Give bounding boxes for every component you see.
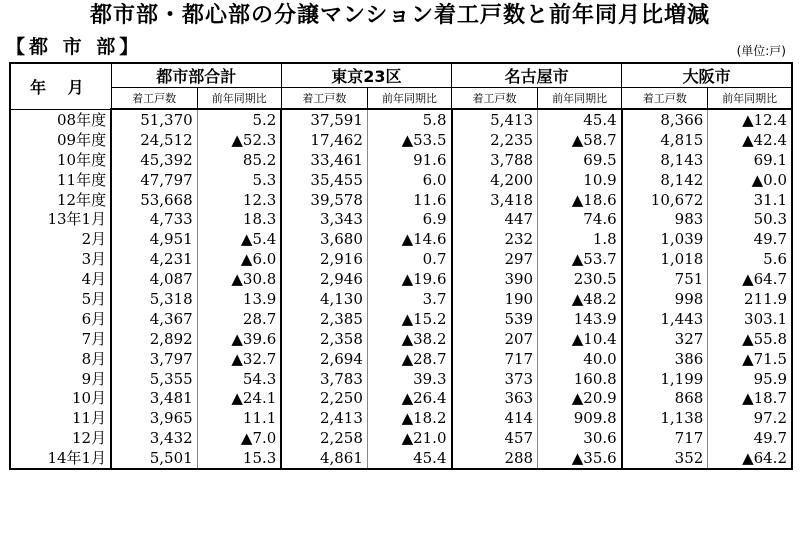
starts-cell: 35,455 [281, 170, 367, 190]
starts-cell: 10,672 [622, 190, 708, 210]
yoy-change-cell: 13.9 [197, 289, 281, 309]
starts-cell: 3,418 [452, 190, 538, 210]
table-row [10, 329, 792, 349]
starts-cell: 386 [622, 349, 708, 369]
sub-header-starts: 着工戸数 [281, 88, 367, 110]
yoy-change-cell: ▲21.0 [367, 428, 451, 448]
period-cell: 6月 [10, 309, 111, 329]
starts-cell: 352 [622, 448, 708, 469]
starts-cell: 37,591 [281, 109, 367, 130]
yoy-change-cell: 49.7 [708, 229, 792, 249]
yoy-change-cell: 15.3 [197, 448, 281, 469]
starts-cell: 53,668 [111, 190, 197, 210]
starts-cell: 2,892 [111, 329, 197, 349]
starts-cell: 207 [452, 329, 538, 349]
yoy-change-cell: 97.2 [708, 408, 792, 428]
starts-cell: 4,200 [452, 170, 538, 190]
starts-cell: 45,392 [111, 150, 197, 170]
yoy-change-cell: ▲18.7 [708, 388, 792, 408]
period-cell: 10月 [10, 388, 111, 408]
starts-cell: 717 [452, 349, 538, 369]
starts-cell: 2,385 [281, 309, 367, 329]
period-cell: 9月 [10, 369, 111, 389]
starts-cell: 8,366 [622, 109, 708, 130]
starts-cell: 1,443 [622, 309, 708, 329]
yoy-change-cell: 95.9 [708, 369, 792, 389]
section-label: 【都 市 部】 [6, 36, 143, 58]
starts-cell: 39,578 [281, 190, 367, 210]
yoy-change-cell: 5.2 [197, 109, 281, 130]
yoy-change-cell: 160.8 [538, 369, 622, 389]
sub-header-starts: 着工戸数 [111, 88, 197, 110]
starts-cell: 983 [622, 209, 708, 229]
yoy-change-cell: ▲35.6 [538, 448, 622, 469]
starts-cell: 3,797 [111, 349, 197, 369]
yoy-change-cell: 6.9 [367, 209, 451, 229]
starts-cell: 4,087 [111, 269, 197, 289]
starts-cell: 8,142 [622, 170, 708, 190]
yoy-change-cell: ▲6.0 [197, 249, 281, 269]
starts-cell: 5,318 [111, 289, 197, 309]
starts-cell: 2,916 [281, 249, 367, 269]
sub-header-starts: 着工戸数 [452, 88, 538, 110]
starts-cell: 4,733 [111, 209, 197, 229]
starts-cell: 4,367 [111, 309, 197, 329]
yoy-change-cell: 211.9 [708, 289, 792, 309]
yoy-change-cell: ▲52.3 [197, 130, 281, 150]
yoy-change-cell: 39.3 [367, 369, 451, 389]
period-cell: 08年度 [10, 109, 111, 130]
yoy-change-cell: ▲64.7 [708, 269, 792, 289]
starts-cell: 297 [452, 249, 538, 269]
sub-header-yoy: 前年同期比 [708, 88, 792, 110]
starts-cell: 17,462 [281, 130, 367, 150]
period-cell: 5月 [10, 289, 111, 309]
page-title: 都市部・都心部の分譲マンション着工戸数と前年同月比増減 [89, 3, 710, 28]
yoy-change-cell: ▲18.2 [367, 408, 451, 428]
starts-cell: 5,501 [111, 448, 197, 469]
yoy-change-cell: 12.3 [197, 190, 281, 210]
yoy-change-cell: 40.0 [538, 349, 622, 369]
housing-starts-table [9, 62, 793, 470]
starts-cell: 3,481 [111, 388, 197, 408]
starts-cell: 1,018 [622, 249, 708, 269]
yoy-change-cell: 5.8 [367, 109, 451, 130]
starts-cell: 5,355 [111, 369, 197, 389]
table-body [10, 109, 792, 469]
starts-cell: 363 [452, 388, 538, 408]
starts-cell: 1,138 [622, 408, 708, 428]
period-cell: 12年度 [10, 190, 111, 210]
starts-cell: 288 [452, 448, 538, 469]
yoy-change-cell: ▲5.4 [197, 229, 281, 249]
yoy-change-cell: 54.3 [197, 369, 281, 389]
yoy-change-cell: ▲48.2 [538, 289, 622, 309]
unit-label: (単位:戸) [736, 44, 786, 58]
starts-cell: 51,370 [111, 109, 197, 130]
starts-cell: 868 [622, 388, 708, 408]
starts-cell: 2,250 [281, 388, 367, 408]
starts-cell: 8,143 [622, 150, 708, 170]
yoy-change-cell: 303.1 [708, 309, 792, 329]
yoy-change-cell: ▲26.4 [367, 388, 451, 408]
starts-cell: 2,694 [281, 349, 367, 369]
table-row [10, 150, 792, 170]
starts-cell: 24,512 [111, 130, 197, 150]
yoy-change-cell: 0.7 [367, 249, 451, 269]
starts-cell: 33,461 [281, 150, 367, 170]
starts-cell: 2,258 [281, 428, 367, 448]
starts-cell: 4,861 [281, 448, 367, 469]
starts-cell: 232 [452, 229, 538, 249]
table-row [10, 209, 792, 229]
sub-header-yoy: 前年同期比 [367, 88, 451, 110]
yoy-change-cell: 5.6 [708, 249, 792, 269]
period-cell: 11月 [10, 408, 111, 428]
starts-cell: 4,130 [281, 289, 367, 309]
yoy-change-cell: ▲53.5 [367, 130, 451, 150]
starts-cell: 327 [622, 329, 708, 349]
yoy-change-cell: 50.3 [708, 209, 792, 229]
yoy-change-cell: ▲24.1 [197, 388, 281, 408]
yoy-change-cell: 143.9 [538, 309, 622, 329]
starts-cell: 1,199 [622, 369, 708, 389]
yoy-change-cell: ▲15.2 [367, 309, 451, 329]
starts-cell: 998 [622, 289, 708, 309]
period-cell: 4月 [10, 269, 111, 289]
table-row [10, 428, 792, 448]
yoy-change-cell: 3.7 [367, 289, 451, 309]
period-cell: 10年度 [10, 150, 111, 170]
period-column-header: 年 月 [10, 63, 111, 109]
yoy-change-cell: 69.5 [538, 150, 622, 170]
yoy-change-cell: 5.3 [197, 170, 281, 190]
table-row [10, 229, 792, 249]
starts-cell: 717 [622, 428, 708, 448]
yoy-change-cell: ▲39.6 [197, 329, 281, 349]
yoy-change-cell: 69.1 [708, 150, 792, 170]
starts-cell: 373 [452, 369, 538, 389]
yoy-change-cell: 31.1 [708, 190, 792, 210]
group-header-nagoya: 名古屋市 [452, 63, 622, 88]
starts-cell: 390 [452, 269, 538, 289]
yoy-change-cell: 909.8 [538, 408, 622, 428]
starts-cell: 47,797 [111, 170, 197, 190]
starts-cell: 2,358 [281, 329, 367, 349]
yoy-change-cell: ▲19.6 [367, 269, 451, 289]
table-row [10, 190, 792, 210]
table-row [10, 289, 792, 309]
yoy-change-cell: 28.7 [197, 309, 281, 329]
yoy-change-cell: ▲7.0 [197, 428, 281, 448]
yoy-change-cell: 6.0 [367, 170, 451, 190]
yoy-change-cell: 45.4 [367, 448, 451, 469]
yoy-change-cell: 30.6 [538, 428, 622, 448]
starts-cell: 4,815 [622, 130, 708, 150]
group-header-tokyo-23-wards: 東京23区 [281, 63, 451, 88]
table-row [10, 349, 792, 369]
table-row [10, 408, 792, 428]
yoy-change-cell: 1.8 [538, 229, 622, 249]
yoy-change-cell: 45.4 [538, 109, 622, 130]
yoy-change-cell: 85.2 [197, 150, 281, 170]
period-cell: 11年度 [10, 170, 111, 190]
yoy-change-cell: ▲10.4 [538, 329, 622, 349]
yoy-change-cell: ▲18.6 [538, 190, 622, 210]
yoy-change-cell: 11.1 [197, 408, 281, 428]
yoy-change-cell: ▲20.9 [538, 388, 622, 408]
table-row [10, 448, 792, 469]
period-cell: 09年度 [10, 130, 111, 150]
starts-cell: 447 [452, 209, 538, 229]
starts-cell: 2,946 [281, 269, 367, 289]
starts-cell: 2,413 [281, 408, 367, 428]
starts-cell: 3,965 [111, 408, 197, 428]
table-row [10, 309, 792, 329]
starts-cell: 539 [452, 309, 538, 329]
starts-cell: 3,788 [452, 150, 538, 170]
period-cell: 12月 [10, 428, 111, 448]
period-cell: 8月 [10, 349, 111, 369]
sub-header-yoy: 前年同期比 [197, 88, 281, 110]
yoy-change-cell: 11.6 [367, 190, 451, 210]
table-row [10, 249, 792, 269]
period-cell: 14年1月 [10, 448, 111, 469]
period-cell: 7月 [10, 329, 111, 349]
period-cell: 2月 [10, 229, 111, 249]
starts-cell: 3,343 [281, 209, 367, 229]
yoy-change-cell: ▲32.7 [197, 349, 281, 369]
period-cell: 3月 [10, 249, 111, 269]
yoy-change-cell: ▲38.2 [367, 329, 451, 349]
yoy-change-cell: ▲42.4 [708, 130, 792, 150]
table-row [10, 130, 792, 150]
yoy-change-cell: 230.5 [538, 269, 622, 289]
yoy-change-cell: ▲71.5 [708, 349, 792, 369]
starts-cell: 1,039 [622, 229, 708, 249]
sub-header-starts: 着工戸数 [622, 88, 708, 110]
yoy-change-cell: 10.9 [538, 170, 622, 190]
table-row [10, 369, 792, 389]
period-cell: 13年1月 [10, 209, 111, 229]
yoy-change-cell: ▲14.6 [367, 229, 451, 249]
yoy-change-cell: ▲30.8 [197, 269, 281, 289]
starts-cell: 3,432 [111, 428, 197, 448]
starts-cell: 457 [452, 428, 538, 448]
starts-cell: 190 [452, 289, 538, 309]
starts-cell: 4,951 [111, 229, 197, 249]
yoy-change-cell: ▲53.7 [538, 249, 622, 269]
starts-cell: 4,231 [111, 249, 197, 269]
group-header-osaka: 大阪市 [622, 63, 792, 88]
starts-cell: 5,413 [452, 109, 538, 130]
yoy-change-cell: ▲58.7 [538, 130, 622, 150]
starts-cell: 2,235 [452, 130, 538, 150]
table-row [10, 109, 792, 130]
starts-cell: 3,783 [281, 369, 367, 389]
table-row [10, 388, 792, 408]
yoy-change-cell: ▲55.8 [708, 329, 792, 349]
starts-cell: 414 [452, 408, 538, 428]
yoy-change-cell: 91.6 [367, 150, 451, 170]
table-row [10, 170, 792, 190]
yoy-change-cell: ▲28.7 [367, 349, 451, 369]
yoy-change-cell: ▲64.2 [708, 448, 792, 469]
table-row [10, 269, 792, 289]
yoy-change-cell: 74.6 [538, 209, 622, 229]
yoy-change-cell: ▲12.4 [708, 109, 792, 130]
starts-cell: 3,680 [281, 229, 367, 249]
starts-cell: 751 [622, 269, 708, 289]
sub-header-yoy: 前年同期比 [538, 88, 622, 110]
yoy-change-cell: 49.7 [708, 428, 792, 448]
yoy-change-cell: 18.3 [197, 209, 281, 229]
yoy-change-cell: ▲0.0 [708, 170, 792, 190]
group-header-urban-total: 都市部合計 [111, 63, 281, 88]
